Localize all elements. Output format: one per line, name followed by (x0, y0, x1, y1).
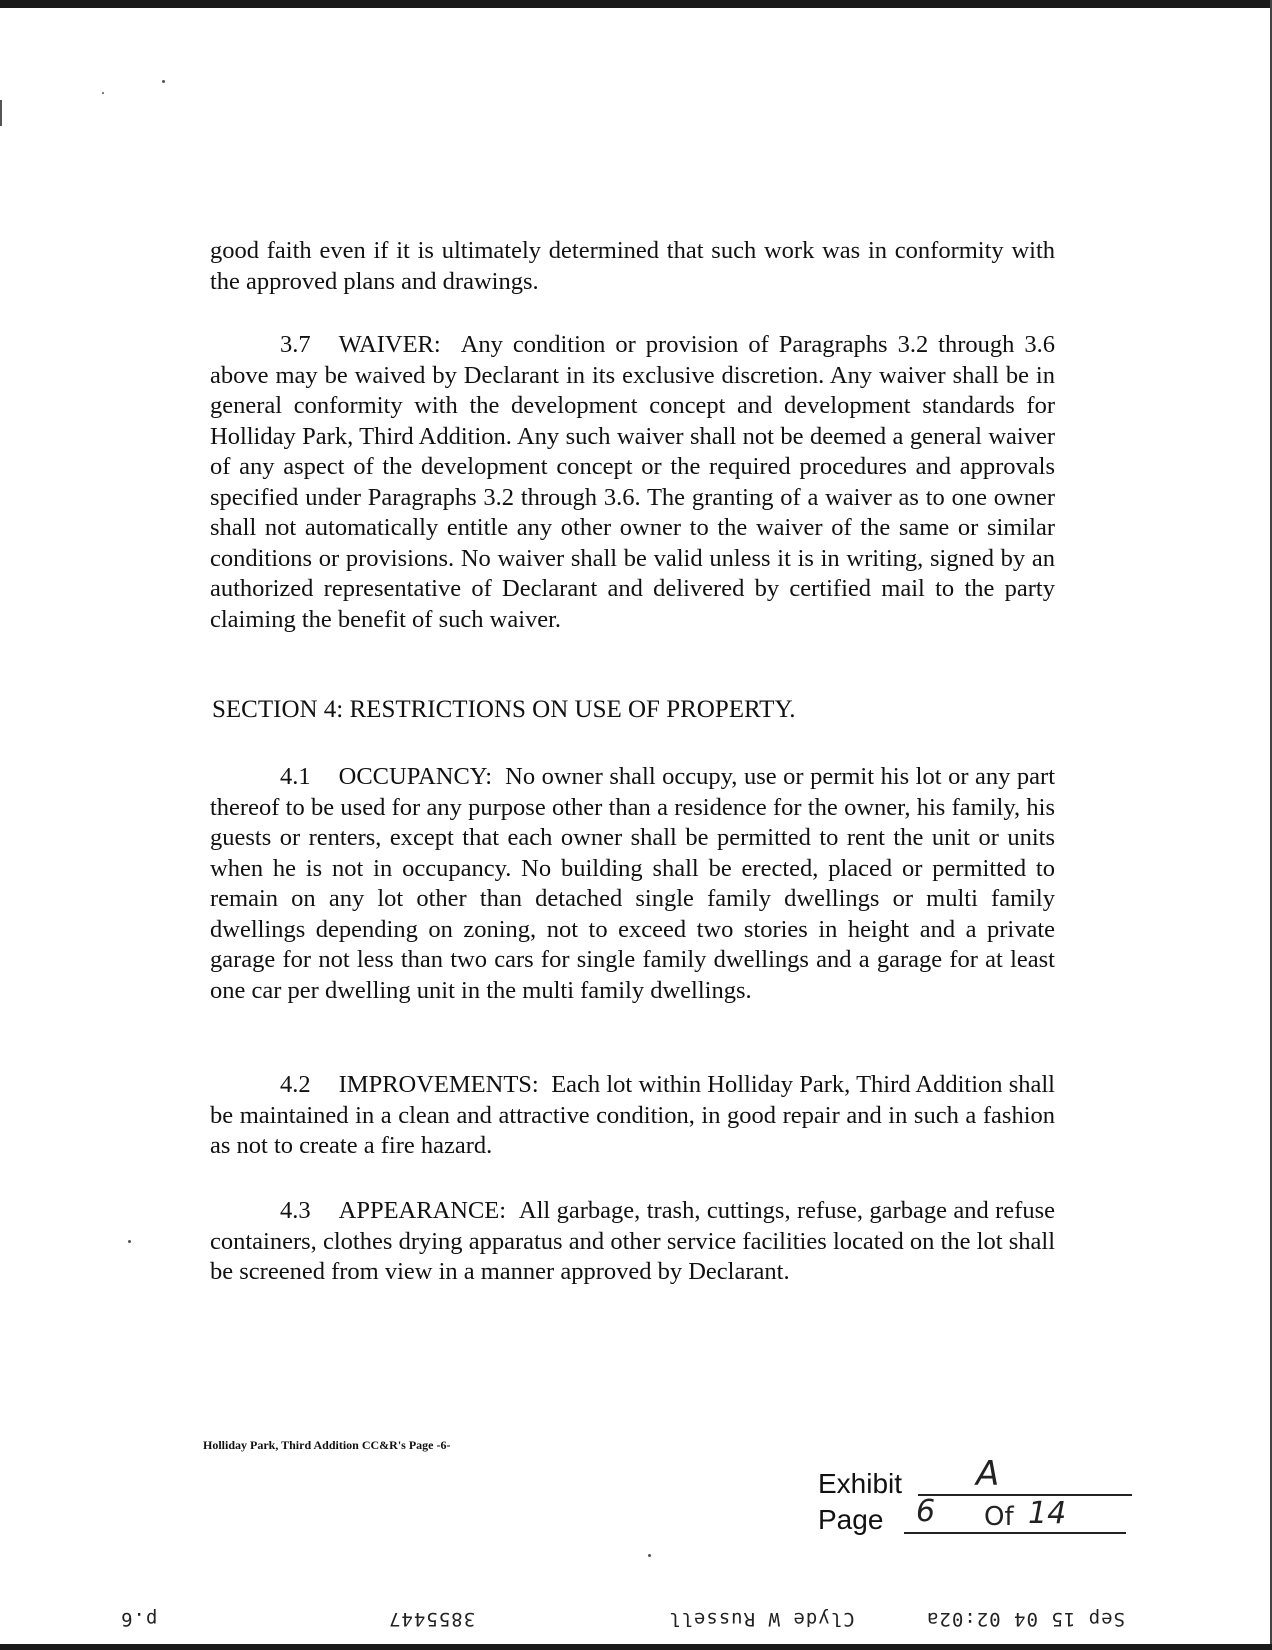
paragraph-number: 4.2 (280, 1071, 311, 1098)
continued-paragraph (210, 236, 1055, 297)
document-footer: Holliday Park, Third Addition CC&R's Page -6- (203, 1438, 451, 1452)
of-value: 14 (1028, 1496, 1067, 1531)
paragraph-title: APPEARANCE: (338, 1197, 507, 1224)
paragraph-number: 4.1 (280, 763, 311, 790)
scan-bottom-edge (0, 1644, 1272, 1650)
scan-top-edge (0, 0, 1272, 8)
paragraph-text: All garbage, trash, cuttings, refuse, garbage and refuse containers, clothes drying apparatus and other service facilities located on the lot shall be screened from view in a manner approved by Declarant. (210, 1197, 1055, 1285)
paragraph-3-7 (210, 330, 1055, 635)
paragraph-title: OCCUPANCY: (338, 763, 493, 790)
paragraph-4-2 (210, 1070, 1055, 1162)
page-label: Page (818, 1504, 884, 1535)
exhibit-underline (918, 1494, 1132, 1496)
exhibit-value: A (976, 1454, 1000, 1494)
exhibit-stamp (818, 1454, 1138, 1536)
scan-speck (648, 1554, 651, 1557)
paragraph-text: Any condition or provision of Paragraphs 3.2 through 3.6 above may be waived by Declarant in its exclusive discretion. Any waiver shall be in general conformity with the development concept and development standards for Holliday Park, Third Addition. Any such waiver shall not be deemed a general waiver of any aspect of the development concept or the required procedures and approvals specified under Paragraphs 3.2 through 3.6. The granting of a waiver as to one owner shall not automatically entitle any other owner to the waiver of the same or similar conditions or provisions. No waiver shall be valid unless it is in writing, signed by an authorized representative of Declarant and delivered by certified mail to the party claiming the benefit of such waiver. (210, 331, 1056, 633)
exhibit-label: Exhibit (818, 1468, 903, 1499)
scan-speck (128, 1240, 131, 1243)
scan-speck (162, 80, 165, 83)
scan-speck (102, 92, 104, 94)
paragraph-4-1 (210, 762, 1055, 1006)
page-value: 6 (916, 1494, 936, 1529)
continued-paragraph-text: good faith even if it is ultimately determined that such work was in conformity with the approved plans and drawings. (210, 237, 1055, 295)
page-row (818, 1494, 1138, 1536)
exhibit-row (818, 1454, 1138, 1500)
section-heading-text: SECTION 4: RESTRICTIONS ON USE OF PROPERTY. (212, 696, 796, 723)
fax-sender: Clyde W Russell (668, 1608, 855, 1630)
paragraph-title: WAIVER: (338, 331, 441, 358)
fax-number: 3855447 (388, 1608, 476, 1630)
fax-date: Sep 15 04 02:02a (926, 1608, 1126, 1630)
section-heading (212, 696, 796, 724)
paragraph-4-3 (210, 1196, 1055, 1288)
scan-left-mark (0, 100, 2, 126)
paragraph-text: Each lot within Holliday Park, Third Addition shall be maintained in a clean and attractive condition, in good repair and in such a fashion as not to create a fire hazard. (210, 1071, 1055, 1159)
paragraph-text: No owner shall occupy, use or permit his lot or any part thereof to be used for any purpose other than a residence for the owner, his family, his guests or renters, except that each owner shall be permitted to rent the unit or units when he is not in occupancy. No building shall be erected, placed or permitted to remain on any lot other than detached single family dwellings or multi family dwellings depending on zoning, not to exceed two stories in height and a private garage for not less than two cars for single family dwellings and a garage for at least one car per dwelling unit in the multi family dwellings. (210, 763, 1056, 1004)
of-label: Of (984, 1502, 1014, 1532)
page-underline (904, 1532, 1126, 1534)
paragraph-title: IMPROVEMENTS: (338, 1071, 539, 1098)
fax-page-number: p.6 (120, 1608, 158, 1630)
paragraph-number: 3.7 (280, 331, 311, 358)
paragraph-number: 4.3 (280, 1197, 311, 1224)
